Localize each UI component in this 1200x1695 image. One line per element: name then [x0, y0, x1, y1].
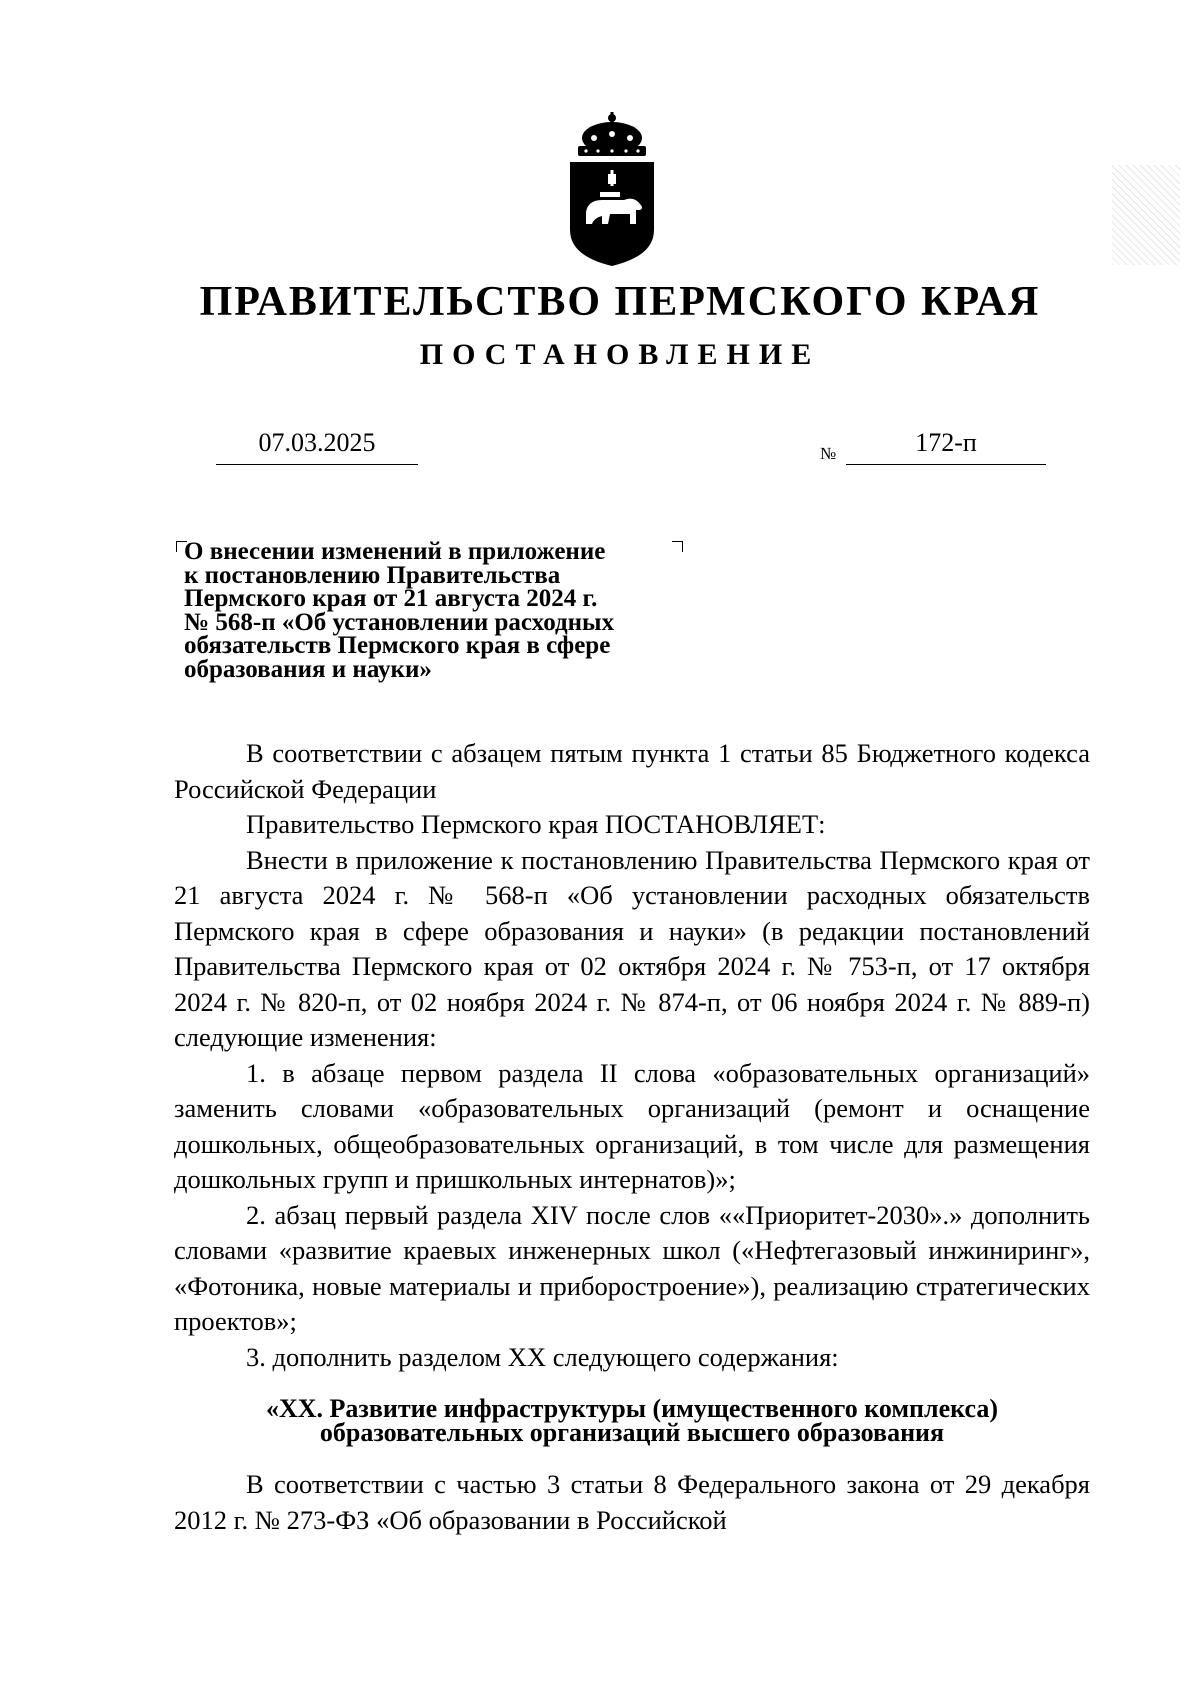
section-title-line-2: образовательных организаций высшего образования	[319, 1418, 945, 1447]
government-title: ПРАВИТЕЛЬСТВО ПЕРМСКОГО КРАЯ	[199, 279, 1041, 325]
subject-line: образования и науки»	[184, 655, 432, 683]
section-title-line-1: «XX. Развитие инфраструктуры (имущественного комплекса)	[266, 1394, 998, 1423]
scan-noise	[1112, 165, 1180, 265]
document-number: 172-п	[846, 428, 1046, 465]
document-date: 07.03.2025	[216, 428, 418, 465]
document-body	[174, 736, 1090, 1538]
section-title	[174, 1394, 1090, 1447]
subject-line: к постановлению Правительства	[184, 561, 561, 589]
perm-krai-coat-of-arms-icon	[564, 112, 660, 268]
subject-line: О внесении изменений в приложение	[184, 538, 606, 565]
number-sign: №	[820, 444, 837, 463]
paragraph-item-1: 1. в абзаце первом раздела II слова «образовательных организаций» заменить словами «образовательных организаций (ремонт и оснащение дошкольных, общеобразовательных организаций, в том числе для размещения дошкольных групп и пришкольных интернатов)»;	[174, 1057, 1090, 1194]
document-subject	[184, 540, 704, 681]
paragraph-resolves: Правительство Пермского края ПОСТАНОВЛЯЕТ:	[246, 809, 826, 839]
subject-line: Пермского края от 21 августа 2024 г.	[184, 585, 598, 612]
document-type: ПОСТАНОВЛЕНИЕ	[419, 338, 821, 371]
paragraph-basis: В соответствии с абзацем пятым пункта 1 статьи 85 Бюджетного кодекса Российской Федерации	[174, 738, 1090, 804]
subject-line: № 568-п «Об установлении расходных	[184, 608, 615, 636]
paragraph-amend: Внести в приложение к постановлению Правительства Пермского края от 21 августа 2024 г. № 568-п «Об установлении расходных обязательств Пермского края в сфере образования и науки» (в редакции постановлений Правительства Пермского края от 02 октября 2024 г. № 753-п, от 17 октября 2024 г. № 820-п, от 02 ноября 2024 г. № 874-п, от 06 ноября 2024 г. № 889-п) следующие изменения:	[174, 844, 1090, 1052]
paragraph-item-3: 3. дополнить разделом XX следующего содержания:	[246, 1341, 839, 1372]
subject-line: обязательств Пермского края в сфере	[184, 632, 611, 659]
paragraph-section-text: В соответствии с частью 3 статьи 8 Федерального закона от 29 декабря 2012 г. № 273-ФЗ «Об образовании в Российской	[174, 1469, 1090, 1535]
paragraph-item-2: 2. абзац первый раздела XIV после слов ««Приоритет-2030».» дополнить словами «развитие краевых инженерных школ («Нефтегазовый инжиниринг», «Фотоника, новые материалы и приборостроение»), реализацию стратегических проектов»;	[174, 1199, 1090, 1336]
